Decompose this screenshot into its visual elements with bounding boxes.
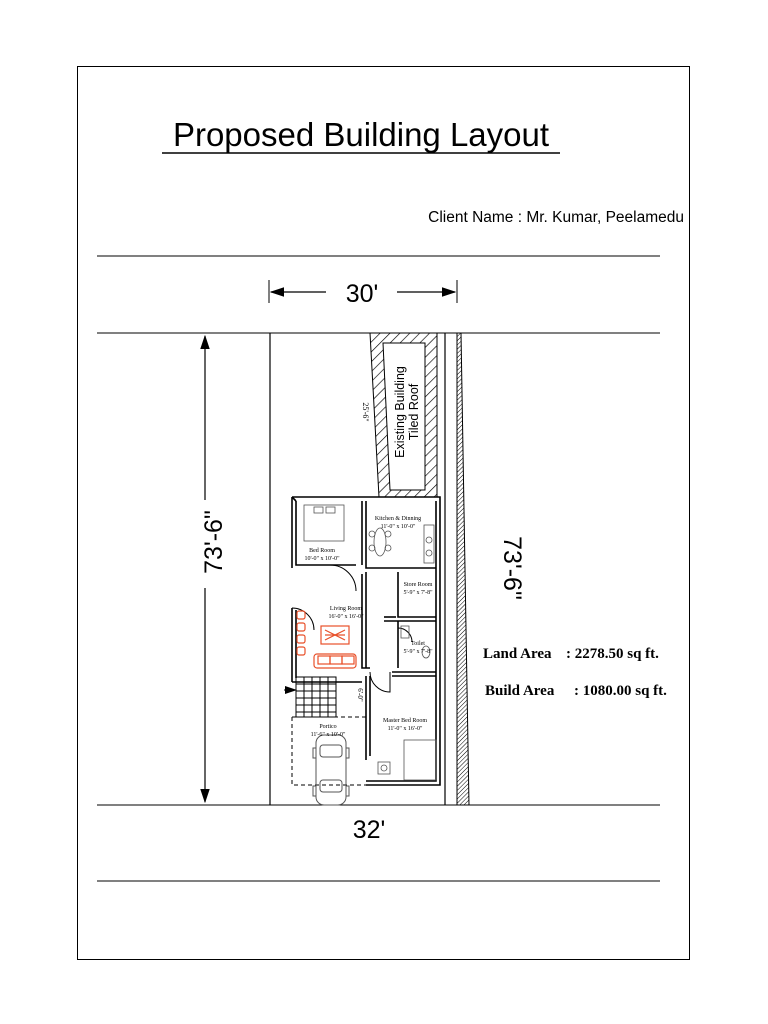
room-kitchen-name: Kitchen & Dinning <box>374 516 422 522</box>
existing-building <box>361 333 437 497</box>
right-length-label: 73'-6" <box>498 536 526 600</box>
client-name: Client Name : Mr. Kumar, Peelamedu <box>428 209 684 226</box>
room-master-name: Master Bed Room <box>383 718 427 724</box>
room-bedroom-size: 10'-0" x 10'-0" <box>304 556 340 562</box>
room-kitchen-size: 11'-0" x 10'-0" <box>380 524 416 530</box>
existing-building-length: 25'-6" <box>361 402 370 422</box>
left-length-dimension <box>193 333 228 805</box>
land-area-value: : 2278.50 sq ft. <box>566 646 659 662</box>
compound-wall-hatch <box>457 333 469 805</box>
bottom-width-label: 32' <box>352 816 386 844</box>
room-living-size: 16'-0" x 16'-0" <box>328 614 364 620</box>
doors <box>292 565 412 692</box>
page-title: Proposed Building Layout <box>172 116 550 153</box>
car-icon <box>313 735 349 805</box>
land-area-label: Land Area <box>483 646 552 662</box>
top-width-label: 30' <box>345 280 379 308</box>
staircase <box>284 677 336 717</box>
left-length-label: 73'-6" <box>200 510 228 574</box>
top-width-dimension <box>269 280 457 308</box>
room-living-name: Living Room <box>329 606 363 612</box>
room-store-name: Store Room <box>403 582 433 588</box>
build-area-label: Build Area <box>485 683 555 699</box>
room-portico-size: 11'-6" x 10'-0" <box>310 732 346 738</box>
passage-dimension: 6'-0" <box>356 688 364 702</box>
existing-building-line2: Tiled Roof <box>407 383 421 441</box>
room-toilet-name: Toilet <box>411 641 425 647</box>
master-bed-icon <box>378 740 436 780</box>
build-area-value: : 1080.00 sq ft. <box>574 683 667 699</box>
existing-building-line1: Existing Building <box>393 366 407 458</box>
room-master-size: 11'-0" x 16'-0" <box>387 726 423 732</box>
room-portico-name: Portico <box>319 724 337 730</box>
room-store-size: 5'-9" x 7'-8" <box>403 590 433 596</box>
room-toilet-size: 5'-9" x 7'-8" <box>403 649 433 655</box>
room-bedroom-name: Bed Room <box>309 548 335 554</box>
dining-table-icon <box>369 525 434 563</box>
bed-icon <box>304 505 344 541</box>
